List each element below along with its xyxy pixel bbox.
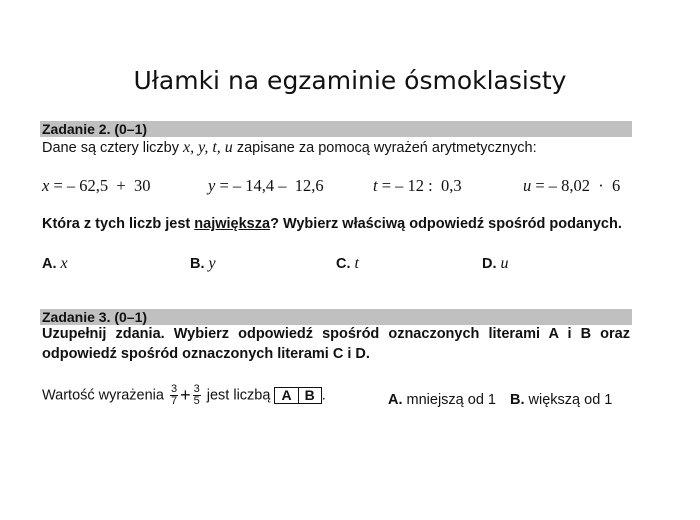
task3-sentence [42,384,326,407]
var: y [208,176,216,195]
answer-var: u [500,255,509,272]
intro-text-end: zapisane za pomocą wyrażeń arytmetycznych: [232,140,537,156]
answer-var: x [60,255,68,272]
sentence-text-end: jest liczbą [202,387,275,404]
answer-var: y [208,255,216,272]
task2-question [42,216,622,232]
option-text: mniejszą od 1 [402,392,496,408]
answer-letter: A. [42,256,57,272]
numerator: 3 [170,383,178,395]
q-underlined: największa [194,216,271,232]
page-title: Ułamki na egzaminie ósmoklasisty [133,66,567,95]
expression-x [42,176,150,196]
option-letter: B. [510,392,525,408]
denominator: 7 [170,395,178,407]
q-text: Która z tych liczb jest [42,216,195,232]
intro-vars: x, y, t, u [183,139,233,156]
answer-b[interactable] [190,255,216,273]
answer-letter: D. [482,256,497,272]
q-text-end: ? Wybierz właściwą odpowiedź spośród podanych. [270,216,622,232]
task2-header: Zadanie 2. (0–1) [40,121,632,137]
box-a[interactable]: A [281,387,292,403]
box-b[interactable]: B [298,388,321,403]
denominator: 5 [193,395,200,407]
option-b[interactable] [510,392,612,408]
answer-box-ab[interactable] [274,387,321,404]
var: t [373,176,378,195]
expr: = – 8,02 · 6 [531,176,621,195]
answer-var: t [354,255,359,272]
numerator: 3 [193,383,200,395]
expression-t [373,176,462,196]
answer-d[interactable] [482,255,509,273]
task3-instruction-line2: odpowiedź spośród oznaczonych literami C i D. [42,346,370,362]
answer-letter: C. [336,256,351,272]
option-a[interactable] [388,392,496,408]
fraction-3-7 [170,384,178,407]
option-letter: A. [388,392,403,408]
var: x [42,176,50,195]
period: . [321,387,326,404]
task2-intro [42,139,537,157]
task3-header: Zadanie 3. (0–1) [40,309,632,325]
fraction-3-5 [193,384,201,407]
answer-c[interactable] [336,255,359,273]
expr: = – 62,5 + 30 [49,176,151,195]
option-text: większą od 1 [524,392,613,408]
answer-a[interactable] [42,255,68,273]
expr: = – 12 : 0,3 [377,176,462,195]
task3-instruction-line1: Uzupełnij zdania. Wybierz odpowiedź spośród oznaczonych literami A i B oraz [42,326,630,342]
sentence-text: Wartość wyrażenia [42,387,168,404]
expr: = – 14,4 – 12,6 [215,176,324,195]
var: u [523,176,532,195]
answer-letter: B. [190,256,205,272]
intro-text: Dane są cztery liczby [42,140,184,156]
plus-sign: + [180,385,191,405]
expression-y [208,176,324,196]
expression-u [523,176,620,196]
